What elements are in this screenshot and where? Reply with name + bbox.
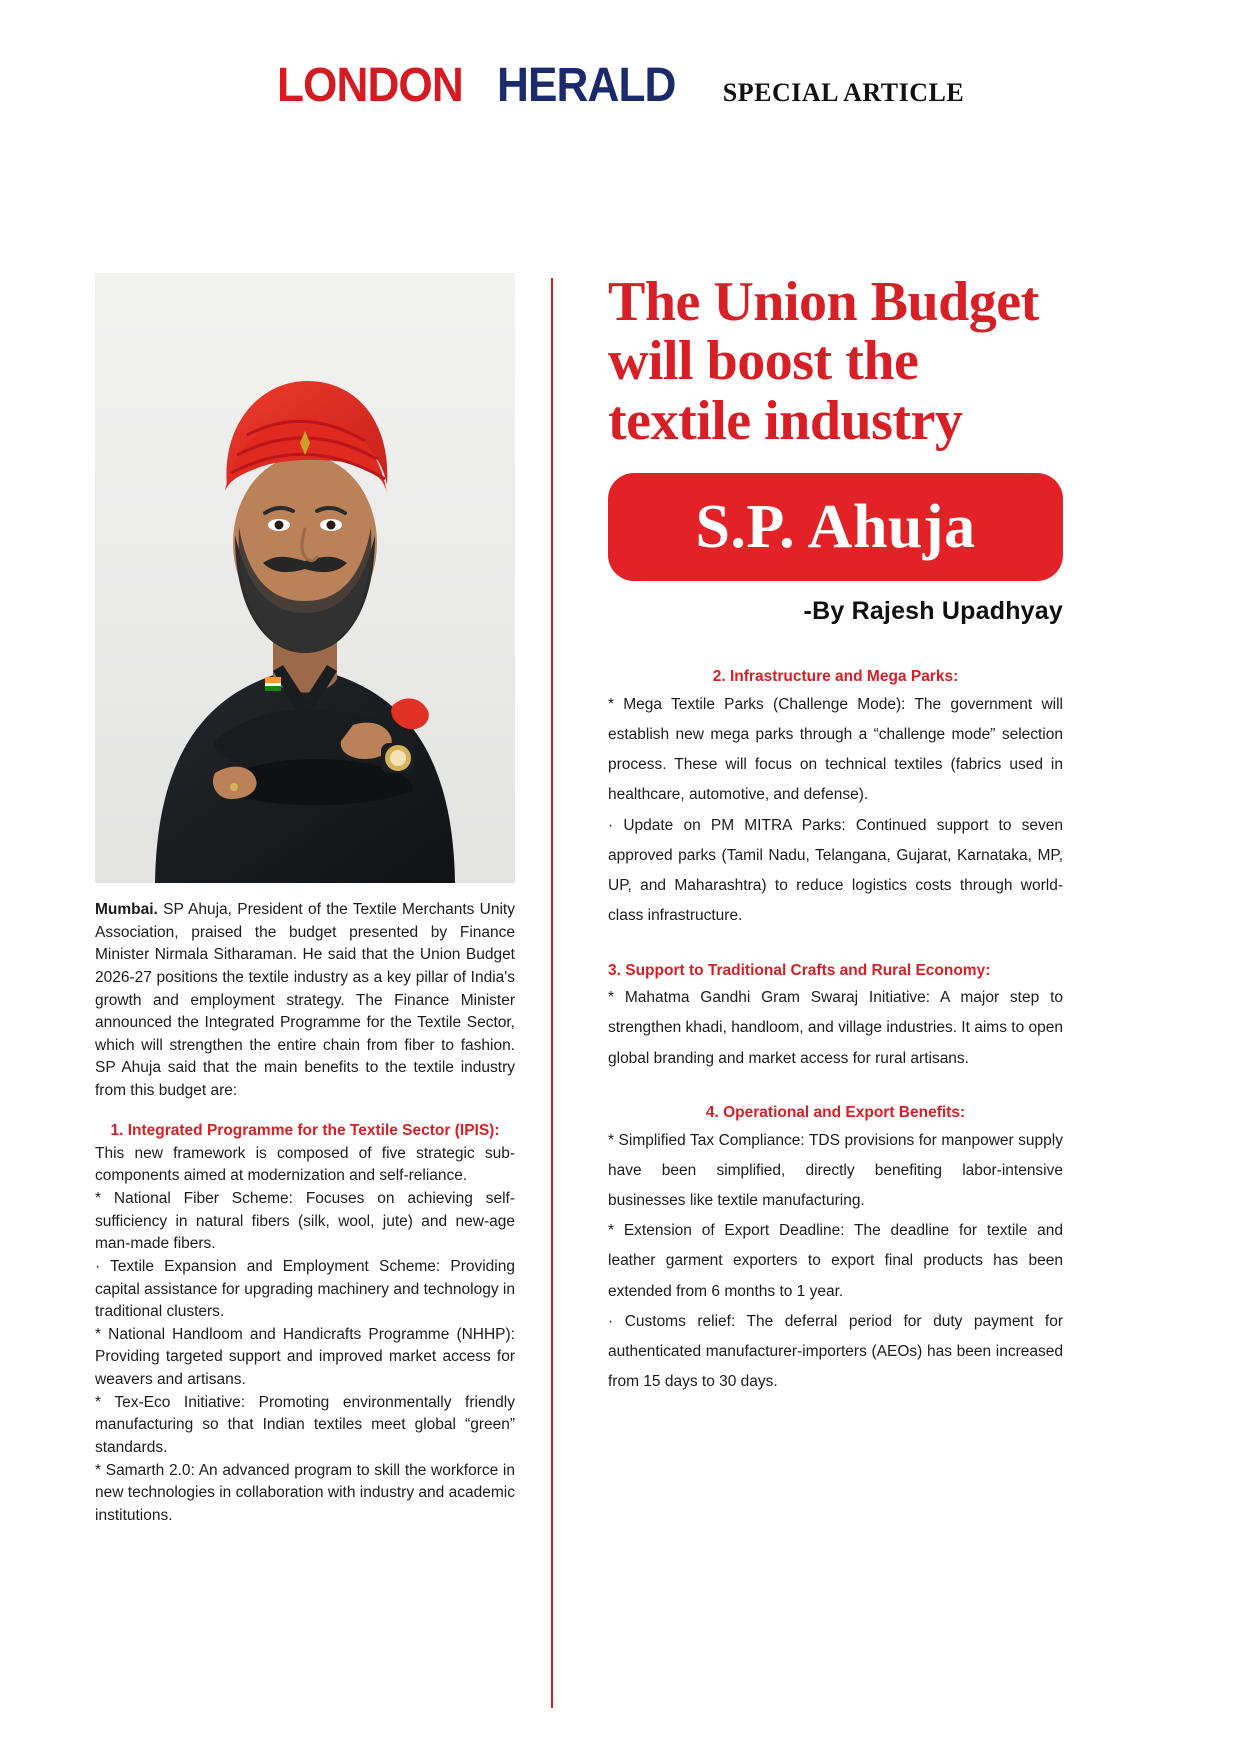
masthead-brand-herald: HERALD bbox=[496, 59, 676, 112]
lead-text: SP Ahuja, President of the Textile Merchants Unity Association, praised the budget presented by Finance Minister Nirmala Sitharaman. He said that the Union Budget 2026-27 positions the textile industry as a key pillar of India's growth and employment strategy. The Finance Minister announced the Integrated Programme for the Textile Sector, which will strengthen the entire chain from fiber to fashion. SP Ahuja said that the main benefits to the textile industry from this budget are: bbox=[95, 901, 515, 1099]
section-4-para-3: · Customs relief: The deferral period for duty payment for authenticated manufacturer-importers (AEOs) has been increased from 15 days to 30 days. bbox=[608, 1312, 1063, 1391]
section-4-para-2: * Extension of Export Deadline: The deadline for textile and leather garment exporters to export final products has been extended from 6 months to 1 year. bbox=[608, 1222, 1063, 1300]
section-1-para-6: * Samarth 2.0: An advanced program to skill the workforce in new technologies in collaboration with industry and academic institutions. bbox=[95, 1461, 515, 1524]
masthead-tagline: SPECIAL ARTICLE bbox=[722, 78, 965, 107]
section-2-para-1: * Mega Textile Parks (Challenge Mode): The government will establish new mega parks through a “challenge mode” selection process. These will focus on technical textiles (fabrics used in healthcare, automotive, and defense). bbox=[608, 695, 1063, 804]
section-2-heading: 2. Infrastructure and Mega Parks: bbox=[712, 668, 959, 686]
section-2-para-2: · Update on PM MITRA Parks: Continued support to seven approved parks (Tamil Nadu, Telangana, Gujarat, Karnataka, MP, UP, and Maharashtra) to reduce logistics costs through world-class infrastructure. bbox=[608, 816, 1063, 925]
portrait-photo bbox=[95, 273, 515, 883]
section-3-para-1: * Mahatma Gandhi Gram Swaraj Initiative: A major step to strengthen khadi, handloom, and village industries. It aims to open global branding and market access for rural artisans. bbox=[608, 989, 1063, 1067]
section-1-heading: 1. Integrated Programme for the Textile Sector (IPIS): bbox=[110, 1121, 500, 1139]
page-title: The Union Budget will boost the textile industry bbox=[608, 271, 1039, 452]
left-column bbox=[95, 273, 515, 1527]
right-column bbox=[608, 273, 1063, 1398]
section-1-para-3: · Textile Expansion and Employment Scheme: Providing capital assistance for upgrading machinery and technology in traditional clusters. bbox=[95, 1257, 515, 1321]
status-badge bbox=[608, 473, 1063, 581]
masthead-brand-london: LONDON bbox=[276, 59, 463, 112]
section-3-heading: 3. Support to Traditional Crafts and Rural Economy: bbox=[608, 961, 991, 979]
section-4-para-1: * Simplified Tax Compliance: TDS provisions for manpower supply have been simplified, directly benefiting labor-intensive businesses like textile manufacturing. bbox=[608, 1131, 1063, 1209]
section-4-heading: 4. Operational and Export Benefits: bbox=[705, 1103, 966, 1121]
masthead bbox=[0, 0, 1241, 113]
section-1-para-5: * Tex-Eco Initiative: Promoting environmentally friendly manufacturing so that Indian textiles meet global “green” standards. bbox=[95, 1393, 515, 1456]
subject-name: S.P. Ahuja bbox=[695, 492, 976, 561]
section-1-para-2: * National Fiber Scheme: Focuses on achieving self-sufficiency in natural fibers (silk, wool, jute) and new-age man-made fibers. bbox=[95, 1190, 515, 1253]
column-divider bbox=[551, 278, 553, 1708]
byline: -By Rajesh Upadhyay bbox=[803, 597, 1063, 626]
section-1-para-4: * National Handloom and Handicrafts Programme (NHHP): Providing targeted support and improved market access for weavers and artisans. bbox=[95, 1325, 515, 1389]
section-1-para-1: This new framework is composed of five strategic sub-components aimed at modernization and self-reliance. bbox=[95, 1144, 515, 1185]
spacer bbox=[608, 1074, 1063, 1096]
dateline: Mumbai. bbox=[95, 901, 158, 918]
spacer bbox=[608, 932, 1063, 954]
right-body bbox=[608, 666, 1063, 1397]
lead-paragraph bbox=[95, 899, 515, 1103]
